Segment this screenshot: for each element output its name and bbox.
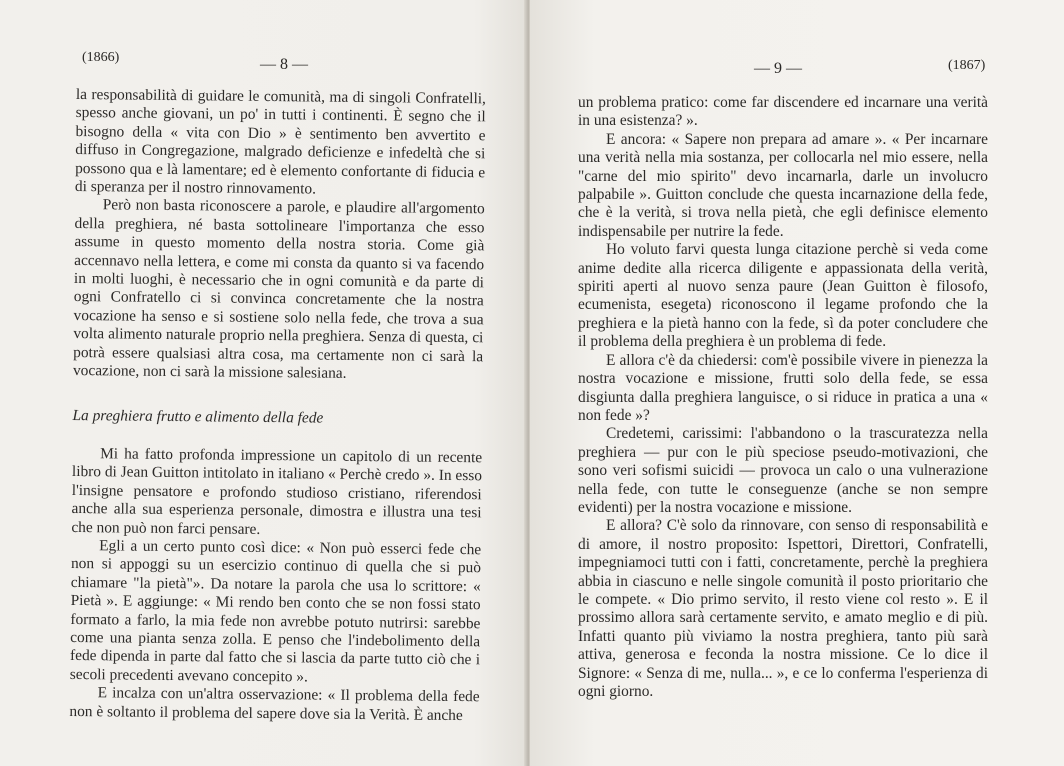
right-page-body	[578, 94, 988, 701]
paragraph: E ancora: « Sapere non prepara ad amare ». « Per incarnare una verità nella mia sostanza, per collocarla nel mio essere, nella "carne del mio spirito" devo incarnarla, darle un involucro palpabile ». Guitton conclude che questa incarnazione della fede, che è la verità, si trova nella pietà, che egli definisce elemento indispensabile per nutrire la fede.	[578, 130, 988, 240]
section-heading: La preghiera frutto e alimento della fede	[72, 406, 324, 427]
paragraph: E incalza con un'altra osservazione: « Il problema della fede non è soltanto il problema del sapere dove sia la Verità. È anche	[69, 684, 480, 724]
page-number: — 9 —	[754, 60, 802, 77]
paragraph: Egli a un certo punto così dice: « Non può esserci fede che non si appoggi su un esercizio continuo di quella che si può chiamare "la pietà"». Da notare la parola che usa lo scrittore: « Pietà ». E aggiunge: « Mi rendo ben conto che se non fossi stato formato a farlo, la mia fede non avrebbe potuto nutrirsi: sarebbe come una pianta senza zolla. E penso che l'indebolimento della fede dipenda in parte dal fatto che si lascia da parte tutto ciò che i secoli precedenti avevano concepito ».	[69, 537, 482, 686]
page-year: (1867)	[948, 58, 986, 73]
page-year: (1866)	[82, 50, 120, 65]
paragraph: Ho voluto farvi questa lunga citazione perchè si veda come anime dedite alla ricerca diligente e appassionata della verità, spiriti aperti al nuovo senza paure (Jean Guitton è filosofo, ecumenista, esegeta) riconoscono il legame profondo che la preghiera e la pietà hanno con la fede, sì da poter concludere che il problema della preghiera è un problema di fede.	[578, 241, 988, 351]
left-page	[0, 0, 527, 766]
paragraph: Però non basta riconoscere a parole, e plaudire all'argomento della preghiera, né basta sottolineare l'importanza che esso assume in questo momento della nostra storia. Come già accennavo nella lettera, e come mi consta da quanto si va facendo in molti luoghi, è necessario che in ogni comunità e da parte di ogni Confratello ci si convinca concretamente che la nostra vocazione ha senso e si sostiene solo nella fede, che trova a sua volta alimento naturale proprio nella preghiera. Senza di questa, ci potrà essere qualsiasi altra cosa, ma certamente non ci sarà la vocazione, non ci sarà la missione salesiana.	[72, 196, 485, 382]
right-page	[530, 0, 1064, 766]
left-page-body	[69, 86, 486, 725]
paragraph: E allora c'è da chiedersi: com'è possibile vivere in pienezza la nostra vocazione e missione, frutti solo della fede, se essa disgiunta dalla preghiera languisce, o si riduce in pratica a una « non fede »?	[578, 351, 988, 424]
paragraph: Credetemi, carissimi: l'abbandono o la trascuratezza nella preghiera — pur con le più speciose pseudo-motivazioni, che sono veri sofismi suicidi — provoca un calo o una vulnerazione nella fede, con tutte le conseguenze (anche se non sempre evidenti) per la nostra vocazione e missione.	[578, 425, 988, 516]
paragraph: la responsabilità di guidare le comunità, ma di singoli Confratelli, spesso anche giovani, un po' in tutti i continenti. È segno che il bisogno della « vita con Dio » è sentimento ben avvertito e diffuso in Congregazione, malgrado deficienze e infedeltà che si possono qua e là lamentare; ed è elemento confortante di fiducia e di speranza per il nostro rinnovamento.	[74, 86, 486, 198]
paragraph: Mi ha fatto profonda impressione un capitolo di un recente libro di Jean Guitton intitolato in italiano « Perchè credo ». In esso l'insigne pensatore e profondo studioso cristiano, riferendosi anche alla sua esperienza personale, dimostra e illustra una tesi che non può non farci pensare.	[71, 445, 483, 538]
paragraph: E allora? C'è solo da rinnovare, con senso di responsabilità e di amore, il nostro proposito: Ispettori, Direttori, Confratelli, impegniamoci tutti con i fatti, concretamente, perchè la preghiera abbia in ciascuno e nelle singole comunità il posto prioritario che le compete. « Dio primo servito, il resto viene col resto ». E il prossimo allora sarà certamente servito, e amato meglio e di più. Infatti quanto più viviamo la nostra preghiera, tanto più sarà attiva, generosa e feconda la nostra missione. Ce lo dice il Signore: « Senza di me, nulla... », e ce lo conferma l'esperienza di ogni giorno.	[578, 517, 988, 700]
paragraph: un problema pratico: come far discendere ed incarnare una verità in una esistenza? ».	[578, 94, 988, 130]
page-number: — 8 —	[260, 56, 308, 73]
